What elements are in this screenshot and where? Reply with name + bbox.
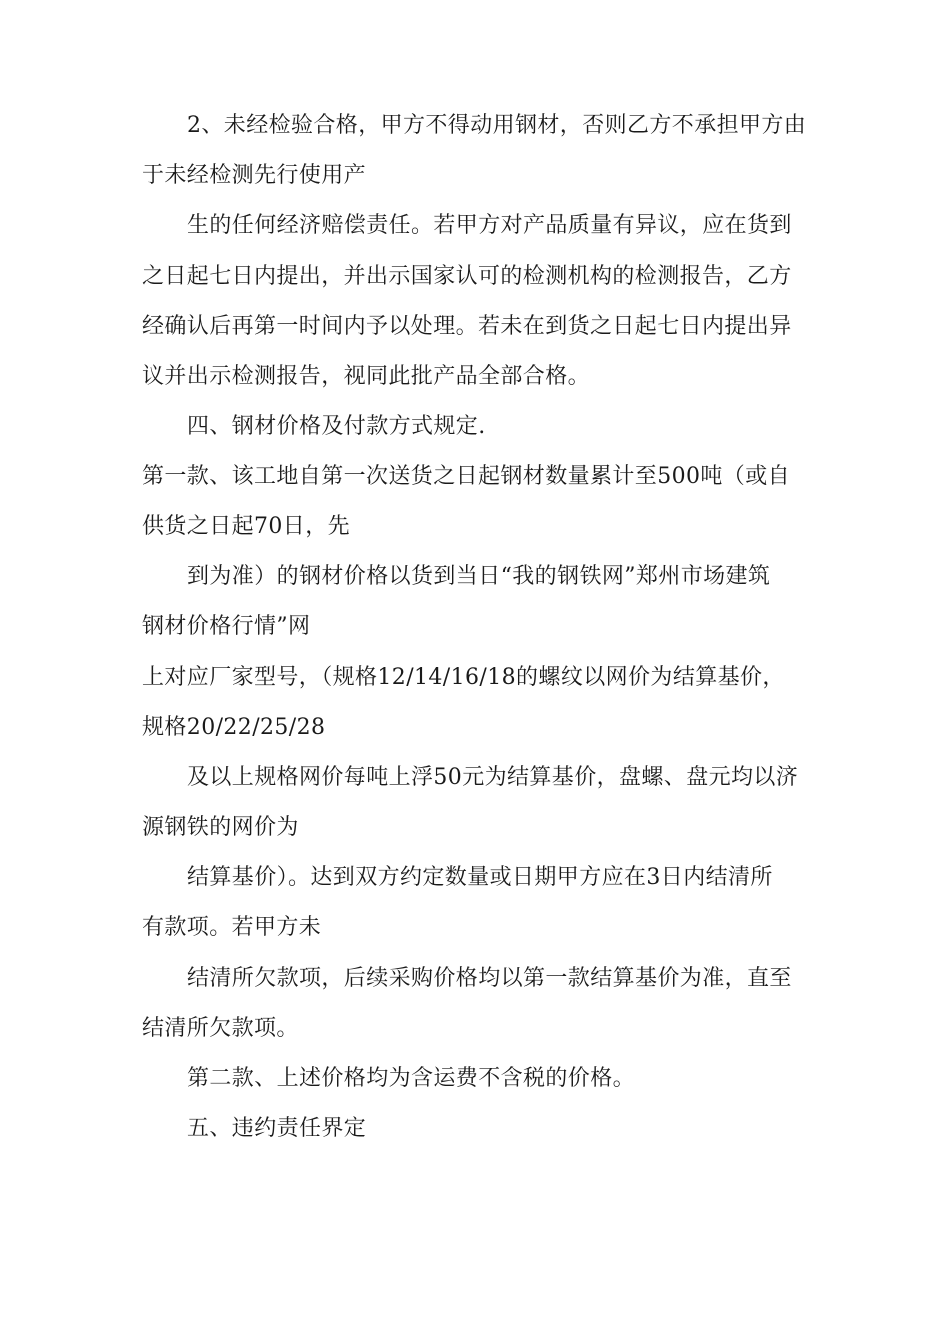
paragraph-line: 第二款、上述价格均为含运费不含税的价格。 — [187, 1066, 636, 1091]
section-heading: 四、钢材价格及付款方式规定. — [187, 414, 486, 439]
paragraph-line: 生的任何经济赔偿责任。若甲方对产品质量有异议，应在货到 — [187, 213, 792, 238]
paragraph-line: 结清所欠款项，后续采购价格均以第一款结算基价为准，直至 — [187, 966, 792, 991]
paragraph-line: 供货之日起70日，先 — [142, 514, 350, 539]
paragraph-line: 结清所欠款项。 — [142, 1016, 299, 1041]
paragraph-line: 2、未经检验合格，甲方不得动用钢材，否则乙方不承担甲方由 — [187, 113, 807, 138]
paragraph-line: 第一款、该工地自第一次送货之日起钢材数量累计至500吨（或自 — [142, 464, 790, 489]
paragraph-line: 经确认后再第一时间内予以处理。若未在到货之日起七日内提出异 — [142, 314, 792, 339]
paragraph-line: 及以上规格网价每吨上浮50元为结算基价，盘螺、盘元均以济 — [187, 765, 799, 790]
paragraph-line: 之日起七日内提出，并出示国家认可的检测机构的检测报告，乙方 — [142, 264, 792, 289]
paragraph-line: 源钢铁的网价为 — [142, 815, 299, 840]
paragraph-line: 钢材价格行情”网 — [142, 614, 311, 639]
paragraph-line: 到为准）的钢材价格以货到当日“我的钢铁网”郑州市场建筑 — [187, 564, 771, 589]
paragraph-line: 议并出示检测报告，视同此批产品全部合格。 — [142, 364, 591, 389]
paragraph-line: 于未经检测先行使用产 — [142, 163, 367, 188]
paragraph-line: 结算基价）。达到双方约定数量或日期甲方应在3日内结清所 — [187, 865, 773, 890]
paragraph-line: 有款项。若甲方未 — [142, 915, 322, 940]
paragraph-line: 上对应厂家型号，（规格12/14/16/18的螺纹以网价为结算基价， — [142, 665, 785, 690]
section-heading: 五、违约责任界定 — [187, 1116, 367, 1141]
paragraph-line: 规格20/22/25/28 — [142, 715, 326, 740]
